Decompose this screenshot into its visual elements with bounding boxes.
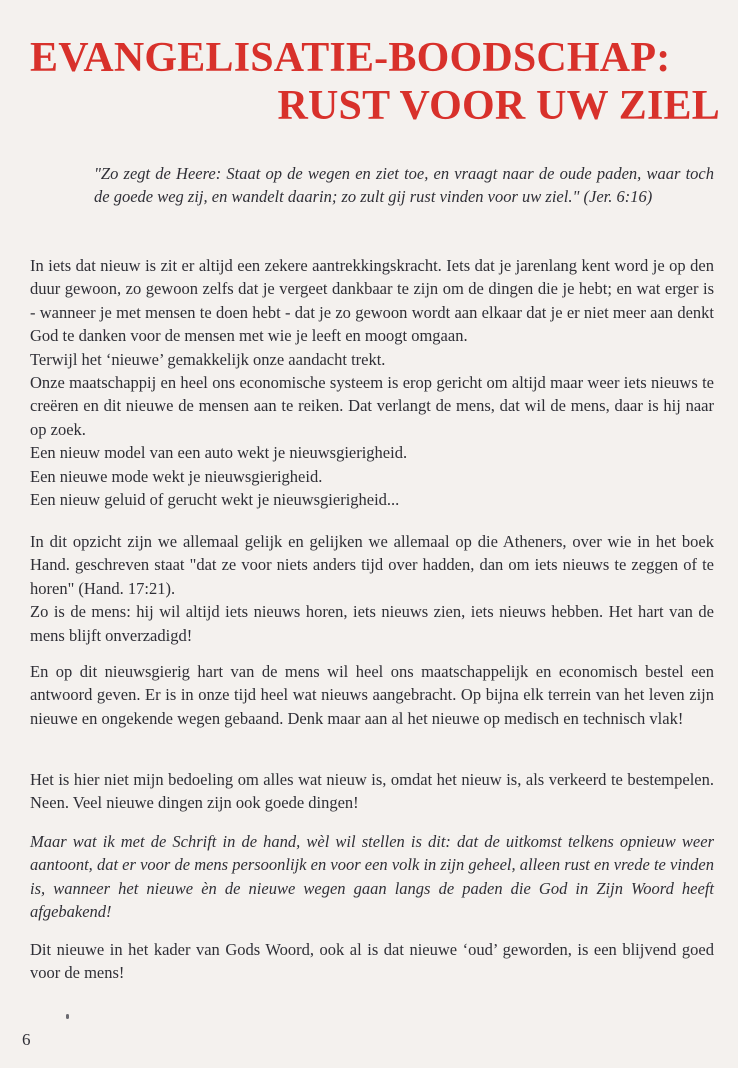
- paragraph-line: Het is hier niet mijn bedoeling om alles wat nieuw is, omdat het nieuw is, als verkeerd te bestempelen. Neen. Veel nieuwe dingen zijn ook goede dingen!: [30, 770, 714, 813]
- page-title-line-2: RUST VOOR UW ZIEL: [277, 83, 720, 129]
- paragraph-line: Zo is de mens: hij wil altijd iets nieuws horen, iets nieuws zien, iets nieuws hebben. Het hart van de mens blijft onverzadigd!: [30, 602, 714, 645]
- paragraph-5-emphasis: [30, 830, 714, 924]
- paragraph-line: Een nieuwe mode wekt je nieuwsgierigheid.: [30, 466, 323, 486]
- paragraph-2: [30, 530, 714, 647]
- paragraph-line: Een nieuw model van een auto wekt je nieuwsgierigheid.: [30, 443, 408, 463]
- paragraph-line: Een nieuw geluid of gerucht wekt je nieuwsgierigheid...: [30, 490, 400, 510]
- print-speck: [66, 1014, 69, 1019]
- paragraph-line: In dit opzicht zijn we allemaal gelijk en gelijken we allemaal op die Atheners, over wie in het boek Hand. geschreven staat "dat ze voor niets anders tijd over hadden, dan om iets nieuws te zeggen of te horen" (Hand. 17:21).: [30, 532, 714, 598]
- page-number: 6: [22, 1030, 31, 1049]
- paragraph-line: En op dit nieuwsgierig hart van de mens wil heel ons maatschappelijk en economisch bestel een antwoord geven. Er is in onze tijd heel wat nieuws aangebracht. Op bijna elk terrein van het leven zijn nieuwe en ongekende wegen gebaand. Denk maar aan al het nieuwe op medisch en technisch vlak!: [30, 662, 714, 728]
- paragraph-line: Onze maatschappij en heel ons economische systeem is erop gericht om altijd maar weer iets nieuws te creëren en dit nieuwe de mensen aan te reiken. Dat verlangt de mens, dat wil de mens, daar is hij naar op zoek.: [30, 373, 714, 439]
- paragraph-1: [30, 254, 714, 511]
- paragraph-line: Terwijl het ‘nieuwe’ gemakkelijk onze aandacht trekt.: [30, 349, 386, 369]
- paragraph-6: [30, 938, 714, 985]
- paragraph-line: Maar wat ik met de Schrift in de hand, wèl wil stellen is dit: dat de uitkomst telkens opnieuw weer aantoont, dat er voor de mens persoonlijk en voor een volk in zijn geheel, alleen rust en vrede te vinden is, wanneer het nieuwe èn de nieuwe wegen gaan langs de paden die God in Zijn Woord heeft afgebakend!: [30, 832, 714, 922]
- bible-quote: "Zo zegt de Heere: Staat op de wegen en ziet toe, en vraagt naar de oude paden, waar toch de goede weg zij, en wandelt daarin; zo zult gij rust vinden voor uw ziel." (Jer. 6:16): [94, 164, 714, 206]
- paragraph-line: Dit nieuwe in het kader van Gods Woord, ook al is dat nieuwe ‘oud’ geworden, is een blijvend goed voor de mens!: [30, 940, 714, 983]
- page-title-line-1: EVANGELISATIE-BOODSCHAP:: [30, 35, 671, 81]
- paragraph-line: In iets dat nieuw is zit er altijd een zekere aantrekkingskracht. Iets dat je jarenlang kent word je op den duur gewoon, zo gewoon zelfs dat je vergeet dankbaar te zijn om de dingen die je hebt; en wat erger is - wanneer je met mensen te doen hebt - dat je zo gewoon wordt aan elkaar dat je er niet meer aan denkt God te danken voor de mensen met wie je leeft en moogt omgaan.: [30, 256, 714, 346]
- paragraph-4: [30, 768, 714, 815]
- paragraph-3: [30, 660, 714, 730]
